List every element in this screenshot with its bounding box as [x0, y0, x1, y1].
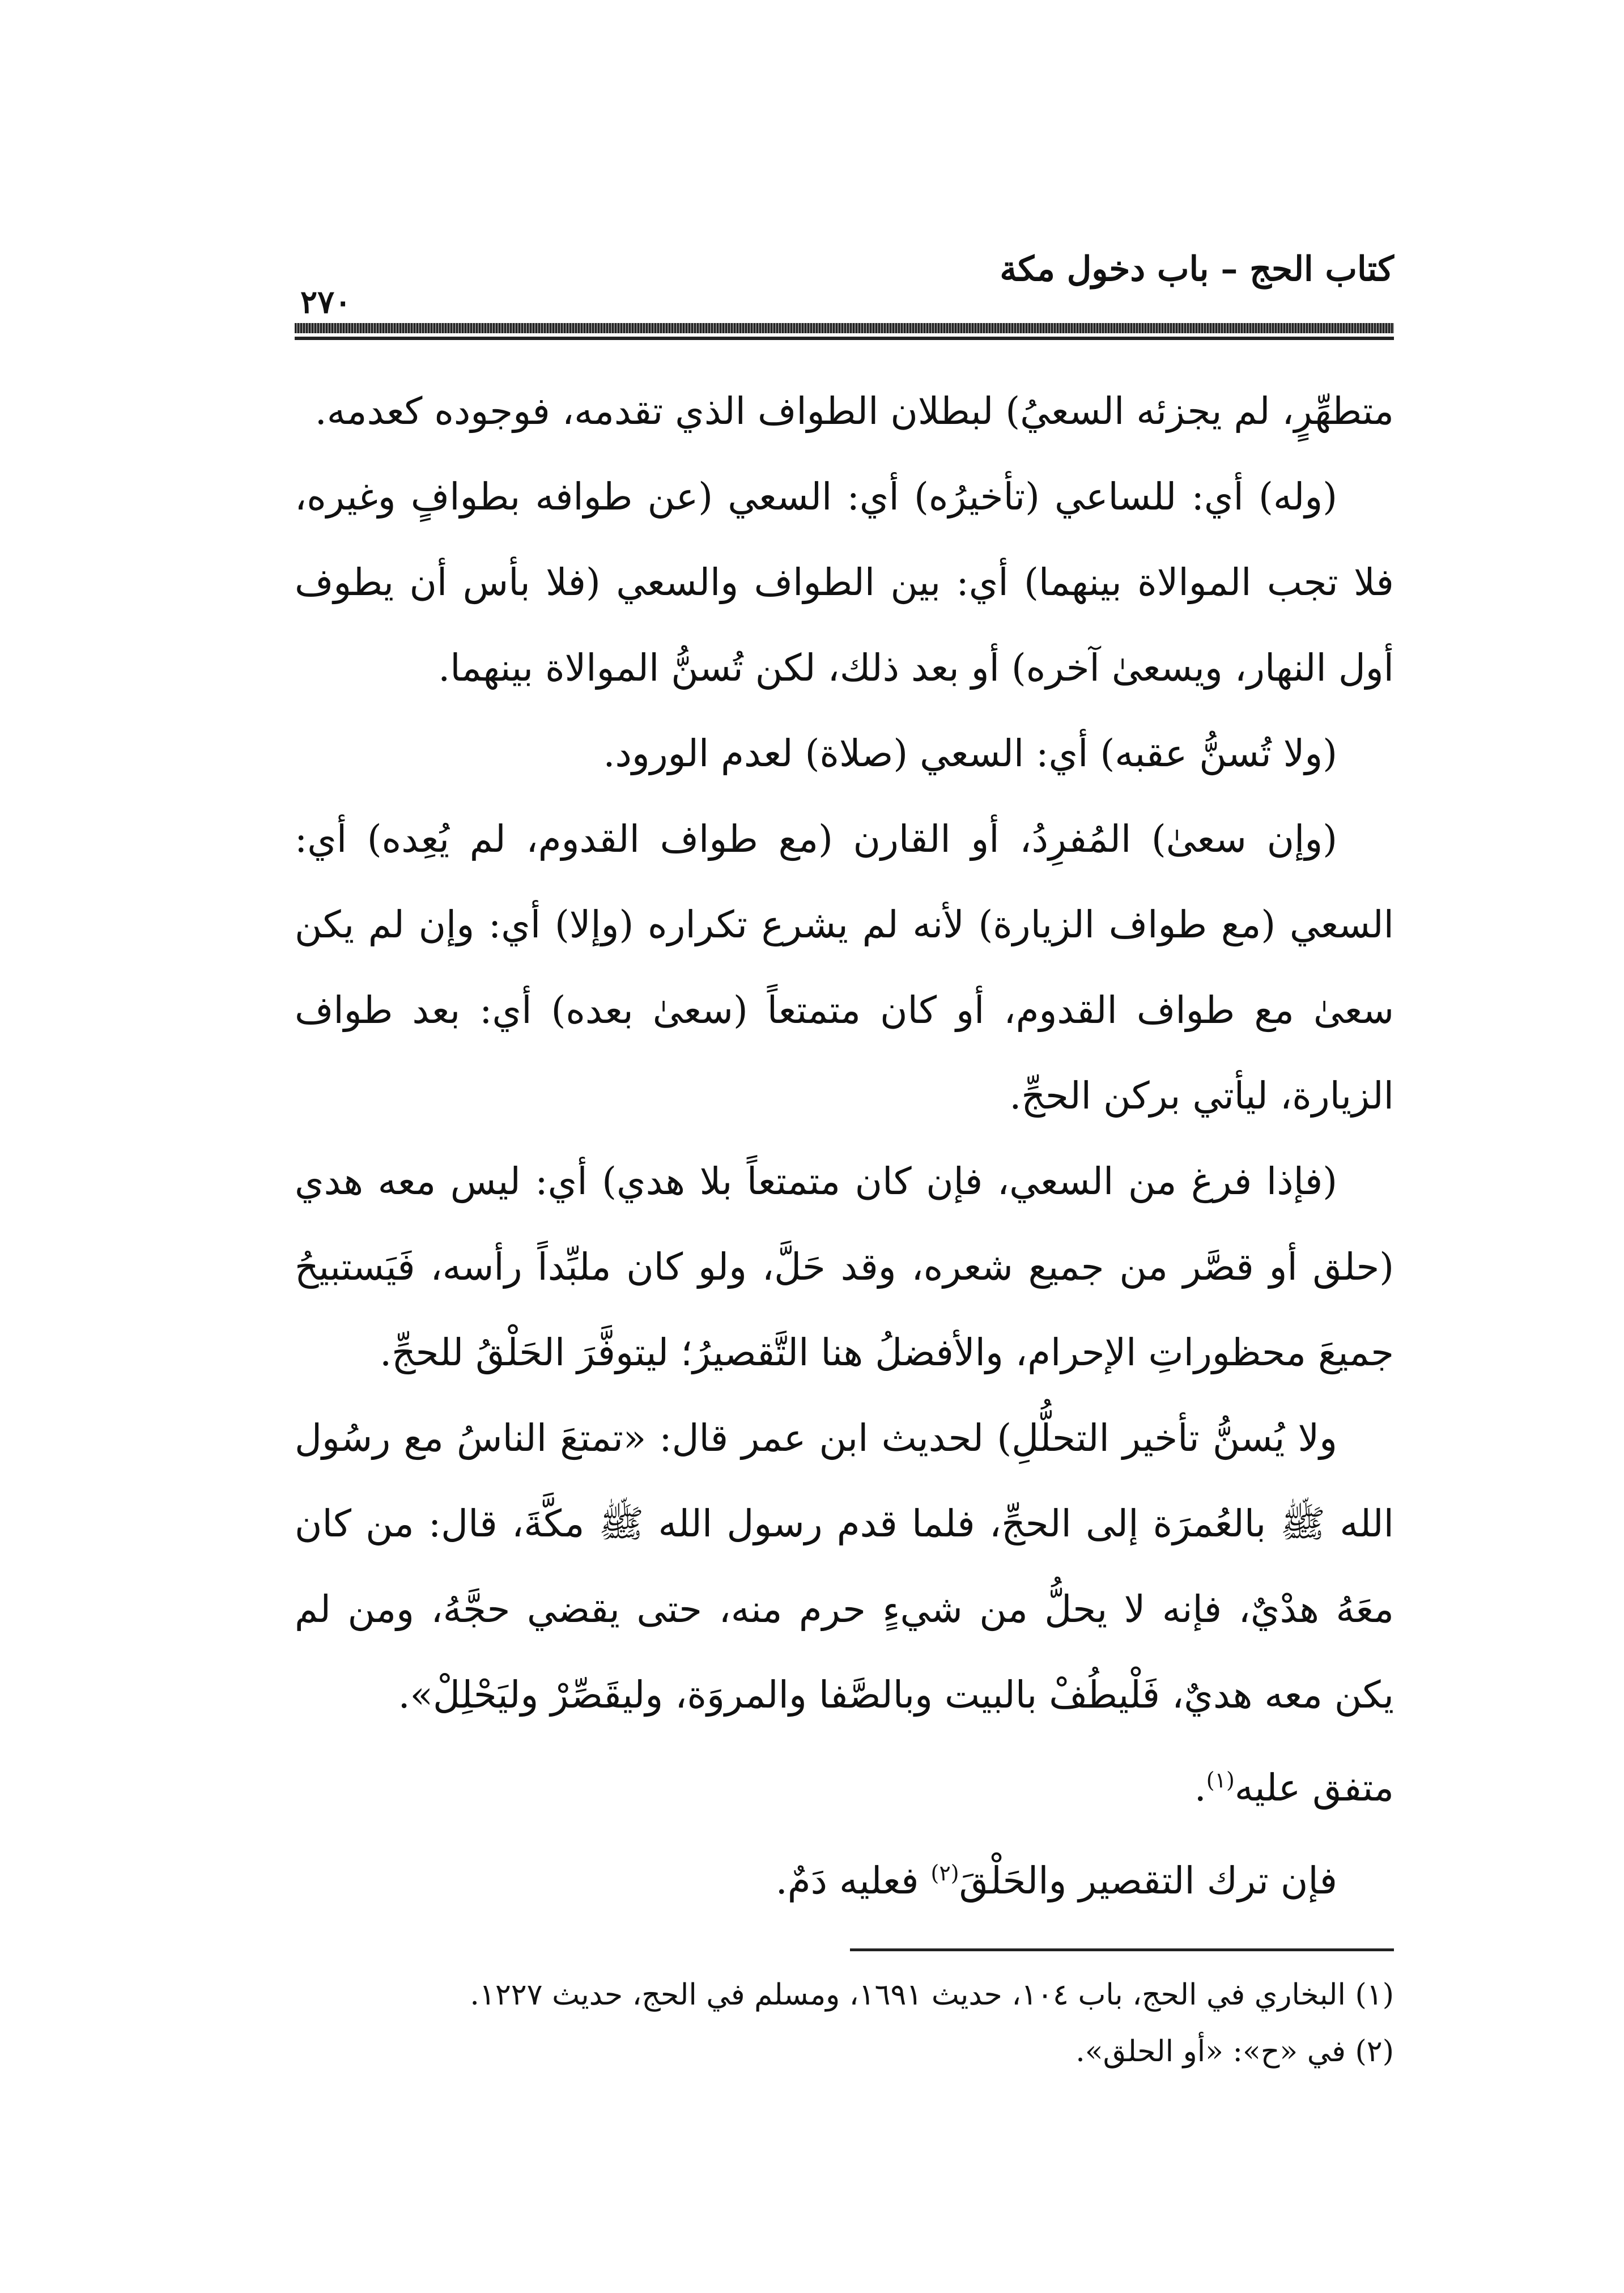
paragraph-text: فإن ترك التقصير والحَلْقَ — [959, 1859, 1337, 1903]
paragraph: ولا يُسنُّ تأخير التحلُّلِ) لحديث ابن عمر قال: «تمتعَ الناسُ مع رسُول الله ﷺ بالعُمرَة إلى الحجِّ، فلما قدم رسول الله ﷺ مكَّةَ، قال: من كان معَهُ هدْيٌ، فإنه لا يحلُّ من شيءٍ حرم منه، حتى يقضي حجَّهُ، ومن لم يكن معه هديٌ، فَلْيطُفْ بالبيت وبالصَّفا والمروَة، وليقَصِّرْ وليَحْلِلْ». — [295, 1416, 1394, 1717]
paragraph — [295, 1831, 1394, 1923]
footnotes — [295, 1967, 1394, 2080]
header-rule — [295, 323, 1394, 333]
footnote-ref: (١) — [1206, 1768, 1235, 1793]
footnote-ref: (٢) — [930, 1861, 959, 1886]
page-header — [295, 244, 1394, 346]
header-rule-thin — [295, 337, 1394, 340]
running-title: كتاب الحج – باب دخول مكة — [1000, 249, 1394, 289]
page-number: ٢٧٠ — [300, 283, 352, 321]
paragraph: (ولا تُسنُّ عقبه) أي: السعي (صلاة) لعدم الورود. — [603, 732, 1337, 775]
paragraph — [295, 1738, 1394, 1831]
paragraph: (وله) أي: للساعي (تأخيرُه) أي: السعي (عن طوافه بطوافٍ وغيره، فلا تجب الموالاة بينهما) أي: بين الطواف والسعي (فلا بأس أن يطوف أول النهار، ويسعىٰ آخره) أو بعد ذلك، لكن تُسنُّ الموالاة بينهما. — [295, 475, 1394, 690]
paragraph: (وإن سعىٰ) المُفرِدُ، أو القارن (مع طواف القدوم، لم يُعِده) أي: السعي (مع طواف الزيارة) لأنه لم يشرع تكراره (وإلا) أي: وإن لم يكن سعىٰ مع طواف القدوم، أو كان متمتعاً (سعىٰ بعده) أي: بعد طواف الزيارة، ليأتي بركن الحجِّ. — [295, 817, 1394, 1118]
paragraph-text-end: فعليه دَمٌ. — [775, 1859, 931, 1903]
footnote: (٢) في «ح»: «أو الحلق». — [1075, 2035, 1394, 2069]
footnote: (١) البخاري في الحج، باب ١٠٤، حديث ١٦٩١، ومسلم في الحج، حديث ١٢٢٧. — [470, 1978, 1394, 2012]
hadith-source: متفق عليه — [1234, 1766, 1394, 1810]
footnote-separator — [850, 1948, 1394, 1951]
paragraph: (فإذا فرغ من السعي، فإن كان متمتعاً بلا هدي) أي: ليس معه هدي (حلق أو قصَّر من جميع شعره، وقد حَلَّ، ولو كان ملبِّداً رأسه، فَيَستبيحُ جميعَ محظوراتِ الإحرام، والأفضلُ هنا التَّقصيرُ؛ ليتوفَّرَ الحَلْقُ للحجِّ. — [295, 1160, 1394, 1374]
punctuation: . — [1194, 1766, 1206, 1810]
main-text — [295, 368, 1394, 1923]
paragraph: متطهِّرٍ، لم يجزئه السعيُ) لبطلان الطواف الذي تقدمه، فوجوده كعدمه. — [314, 389, 1394, 433]
